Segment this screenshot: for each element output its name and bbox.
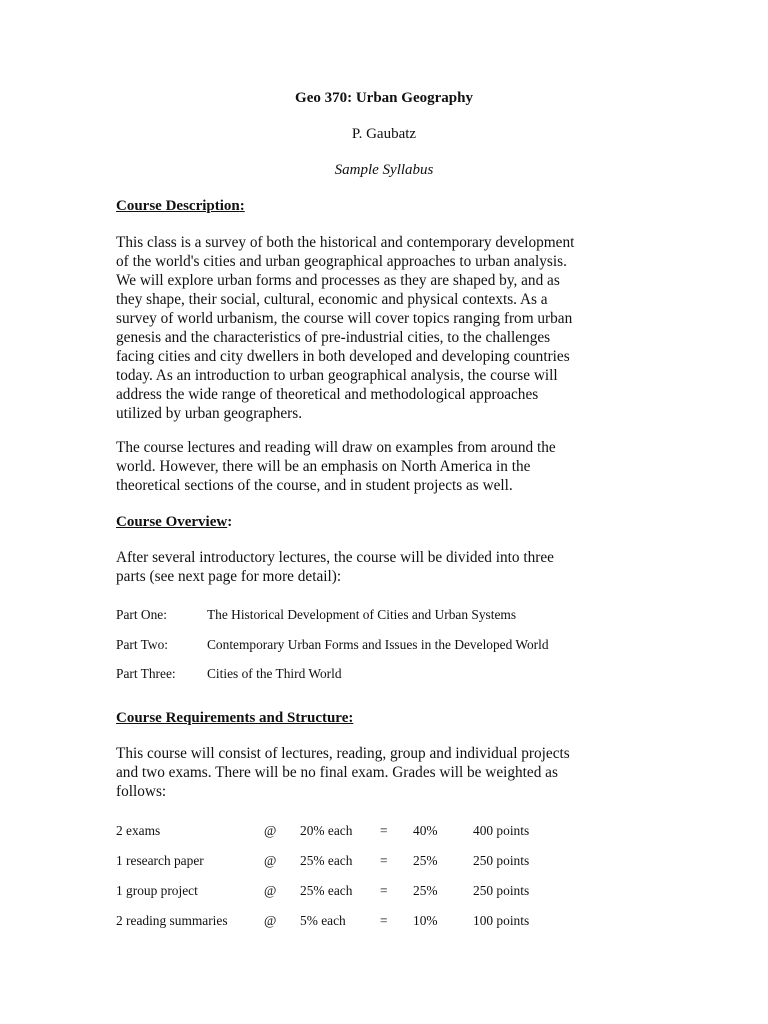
grade-total-percent: 10% [413,913,438,928]
grade-total-percent: 25% [413,853,438,868]
course-requirements-intro [116,744,642,801]
course-description-heading-colon: : [239,198,245,214]
text-line: After several introductory lectures, the course will be divided into three [116,549,554,566]
grade-at-sign: @ [264,883,277,898]
text-line: follows: [116,783,167,800]
grade-item: 2 reading summaries [116,913,228,928]
text-line: utilized by urban geographers. [116,405,303,422]
grade-total-percent: 25% [413,883,438,898]
text-line: and two exams. There will be no final exam. Grades will be weighted as [116,764,558,781]
text-line: they shape, their social, cultural, economic and physical contexts. As a [116,291,548,308]
grade-equals-sign: = [380,913,388,928]
course-overview-heading [116,513,232,531]
text-line: The course lectures and reading will draw on examples from around the [116,439,556,456]
text-line: theoretical sections of the course, and in student projects as well. [116,477,513,494]
text-line: This course will consist of lectures, reading, group and individual projects [116,745,570,762]
grade-each-weight: 25% each [300,883,353,898]
text-line: genesis and the characteristics of pre-industrial cities, to the challenges [116,329,551,346]
text-line: facing cities and city dwellers in both developed and developing countries [116,348,570,365]
part-label: Part One: [116,607,167,622]
grade-equals-sign: = [380,853,388,868]
instructor-name: P. Gaubatz [351,126,417,142]
grade-item: 2 exams [116,823,161,838]
part-label: Part Three: [116,666,176,681]
text-line: address the wide range of theoretical and methodological approaches [116,386,539,403]
part-description: The Historical Development of Cities and Urban Systems [207,607,517,622]
grade-item: 1 group project [116,883,198,898]
text-line: This class is a survey of both the historical and contemporary development [116,234,575,251]
grade-at-sign: @ [264,823,277,838]
part-description: Cities of the Third World [207,666,342,681]
grade-equals-sign: = [380,883,388,898]
grade-each-weight: 25% each [300,853,353,868]
text-line: survey of world urbanism, the course will cover topics ranging from urban [116,310,573,327]
text-line: today. As an introduction to urban geographical analysis, the course will [116,367,558,384]
grade-each-weight: 20% each [300,823,353,838]
grade-each-weight: 5% each [300,913,346,928]
course-overview-heading-colon: : [227,514,233,530]
document-subtitle: Sample Syllabus [334,162,434,178]
course-requirements-heading-text: Course Requirements and Structure: [116,710,354,726]
grade-at-sign: @ [264,913,277,928]
grade-points: 400 points [473,823,530,838]
course-overview-heading-text: Course Overview [116,514,228,530]
course-requirements-heading [116,709,353,727]
grade-total-percent: 40% [413,823,438,838]
text-line: parts (see next page for more detail): [116,568,342,585]
course-description-heading [116,197,245,215]
course-description-paragraph-2 [116,438,642,495]
course-overview-intro [116,548,642,586]
grade-equals-sign: = [380,823,388,838]
text-line: We will explore urban forms and processes as they are shaped by, and as [116,272,560,289]
part-description: Contemporary Urban Forms and Issues in the Developed World [207,636,549,652]
course-description-paragraph-1 [116,233,642,423]
grade-item: 1 research paper [116,853,204,868]
grade-at-sign: @ [264,853,277,868]
text-line: world. However, there will be an emphasis on North America in the [116,458,531,475]
part-label: Part Two: [116,636,169,652]
course-title: Geo 370: Urban Geography [295,90,473,106]
grade-points: 250 points [473,883,530,898]
grade-points: 100 points [473,913,530,928]
grade-points: 250 points [473,853,530,868]
course-description-heading-text: Course Description [116,198,240,214]
text-line: of the world's cities and urban geographical approaches to urban analysis. [116,253,567,270]
